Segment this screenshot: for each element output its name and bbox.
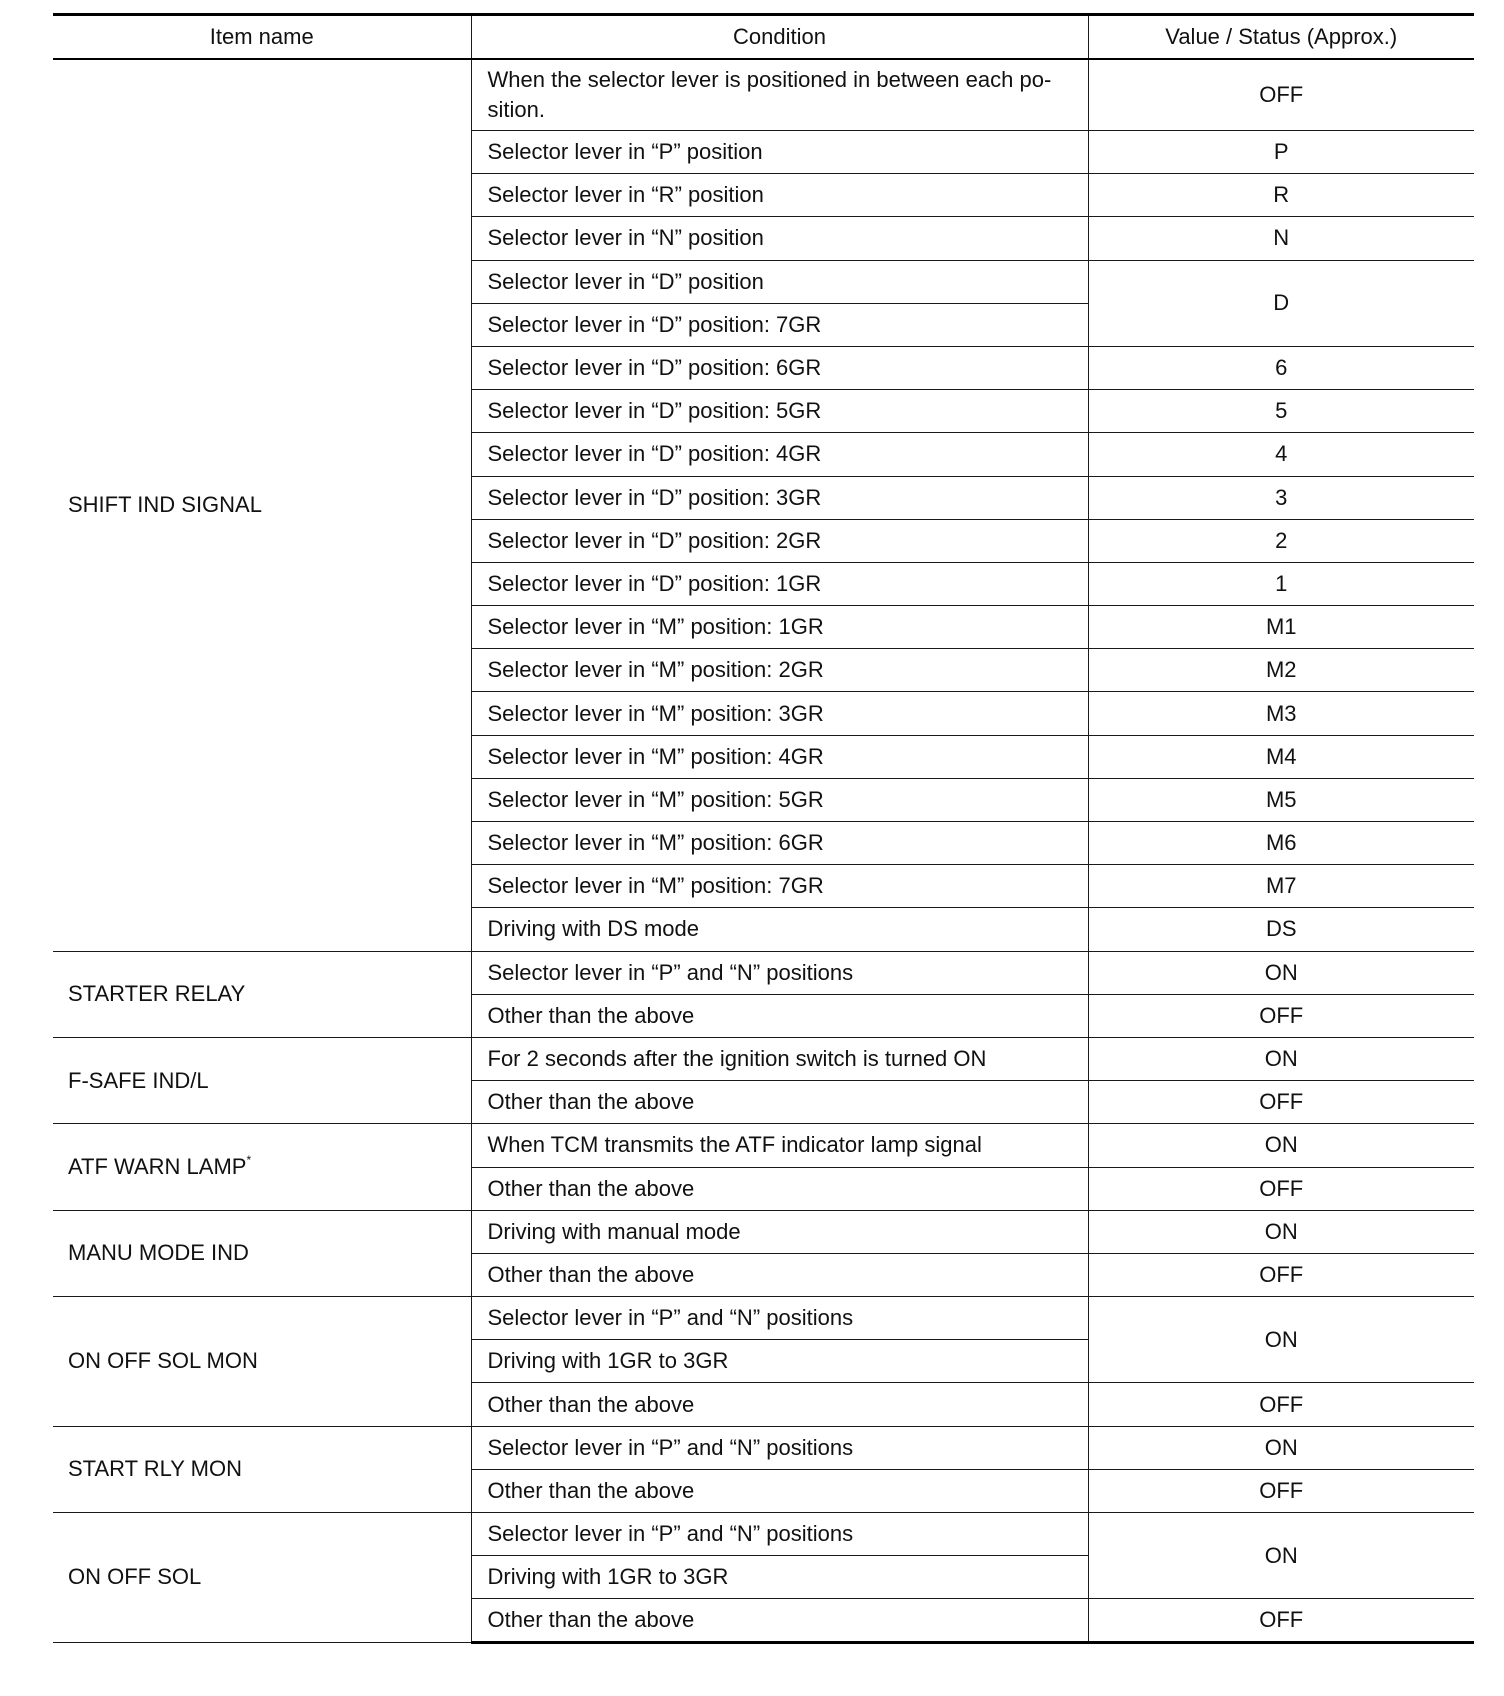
condition-cell: Other than the above: [471, 1469, 1088, 1512]
value-status-cell: M6: [1088, 822, 1474, 865]
item-name-label: STARTER RELAY: [68, 981, 246, 1007]
condition-cell: Selector lever in “D” position: 5GR: [471, 390, 1088, 433]
item-name-label: F-SAFE IND/L: [68, 1067, 209, 1093]
value-status-cell: D: [1088, 260, 1474, 346]
condition-cell: Selector lever in “P” and “N” positions: [471, 951, 1088, 994]
value-status-cell: ON: [1088, 1210, 1474, 1253]
item-name-on-off-sol-mon: [53, 1297, 471, 1427]
condition-cell: Selector lever in “M” position: 7GR: [471, 865, 1088, 908]
condition-cell: When TCM transmits the ATF indicator lamp signal: [471, 1124, 1088, 1167]
value-status-cell: 6: [1088, 346, 1474, 389]
value-status-cell: OFF: [1088, 994, 1474, 1037]
item-name-atf-warn-lamp: [53, 1124, 471, 1210]
value-status-cell: M7: [1088, 865, 1474, 908]
item-name-starter-relay: [53, 951, 471, 1037]
value-status-cell: ON: [1088, 1297, 1474, 1383]
condition-cell: Driving with 1GR to 3GR: [471, 1556, 1088, 1599]
header-condition: Condition: [471, 15, 1088, 59]
value-status-cell: DS: [1088, 908, 1474, 951]
value-status-cell: P: [1088, 131, 1474, 174]
table-row: [53, 1297, 1474, 1340]
condition-cell: Selector lever in “M” position: 1GR: [471, 606, 1088, 649]
item-name-label: START RLY MON: [68, 1456, 243, 1482]
condition-cell: For 2 seconds after the ignition switch is turned ON: [471, 1037, 1088, 1080]
condition-cell: Selector lever in “P” position: [471, 131, 1088, 174]
condition-cell: Other than the above: [471, 1383, 1088, 1426]
item-name-shift-ind-signal: [53, 59, 471, 952]
value-status-cell: OFF: [1088, 1469, 1474, 1512]
value-status-cell: M1: [1088, 606, 1474, 649]
condition-cell: Selector lever in “D” position: 6GR: [471, 346, 1088, 389]
value-status-cell: OFF: [1088, 59, 1474, 131]
value-status-cell: 1: [1088, 562, 1474, 605]
value-status-cell: OFF: [1088, 1599, 1474, 1642]
data-monitor-table-container: [53, 13, 1474, 1644]
condition-cell: Selector lever in “P” and “N” positions: [471, 1513, 1088, 1556]
value-status-cell: M4: [1088, 735, 1474, 778]
condition-cell: Selector lever in “M” position: 3GR: [471, 692, 1088, 735]
condition-cell: Selector lever in “M” position: 5GR: [471, 778, 1088, 821]
condition-cell: Other than the above: [471, 1167, 1088, 1210]
value-status-cell: ON: [1088, 1037, 1474, 1080]
header-item-name: Item name: [53, 15, 471, 59]
item-name-f-safe-ind-l: [53, 1037, 471, 1123]
value-status-cell: 2: [1088, 519, 1474, 562]
table-body: [53, 59, 1474, 1643]
table-row: [53, 1124, 1474, 1167]
table-row: [53, 1210, 1474, 1253]
condition-cell: Selector lever in “P” and “N” positions: [471, 1426, 1088, 1469]
item-name-on-off-sol: [53, 1513, 471, 1643]
table-row: [53, 1513, 1474, 1556]
item-name-label: SHIFT IND SIGNAL: [68, 492, 262, 518]
table-row: [53, 1426, 1474, 1469]
value-status-cell: M3: [1088, 692, 1474, 735]
condition-cell: Selector lever in “D” position: 1GR: [471, 562, 1088, 605]
value-status-cell: 4: [1088, 433, 1474, 476]
table-row: [53, 1037, 1474, 1080]
value-status-cell: ON: [1088, 1124, 1474, 1167]
condition-cell: Other than the above: [471, 1253, 1088, 1296]
condition-cell: Selector lever in “M” position: 4GR: [471, 735, 1088, 778]
value-status-cell: 5: [1088, 390, 1474, 433]
condition-cell: Selector lever in “R” position: [471, 174, 1088, 217]
condition-cell: Selector lever in “D” position: [471, 260, 1088, 303]
condition-cell: Selector lever in “D” position: 7GR: [471, 303, 1088, 346]
footnote-mark: *: [246, 1153, 252, 1167]
condition-cell: When the selector lever is positioned in between each po-sition.: [471, 59, 1088, 131]
value-status-cell: OFF: [1088, 1383, 1474, 1426]
value-status-cell: OFF: [1088, 1253, 1474, 1296]
item-name-label: ON OFF SOL MON: [68, 1348, 258, 1374]
condition-cell: Selector lever in “D” position: 2GR: [471, 519, 1088, 562]
condition-cell: Driving with manual mode: [471, 1210, 1088, 1253]
value-status-cell: ON: [1088, 1426, 1474, 1469]
value-status-cell: OFF: [1088, 1167, 1474, 1210]
data-monitor-table: [53, 13, 1474, 1644]
condition-cell: Other than the above: [471, 1599, 1088, 1642]
value-status-cell: M5: [1088, 778, 1474, 821]
condition-cell: Selector lever in “D” position: 3GR: [471, 476, 1088, 519]
condition-cell: Selector lever in “M” position: 6GR: [471, 822, 1088, 865]
value-status-cell: ON: [1088, 951, 1474, 994]
condition-cell: Driving with 1GR to 3GR: [471, 1340, 1088, 1383]
value-status-cell: OFF: [1088, 1081, 1474, 1124]
condition-cell: Selector lever in “N” position: [471, 217, 1088, 260]
item-name-start-rly-mon: [53, 1426, 471, 1512]
header-row: [53, 15, 1474, 59]
value-status-cell: R: [1088, 174, 1474, 217]
value-status-cell: ON: [1088, 1513, 1474, 1599]
item-name-label: ATF WARN LAMP: [68, 1154, 247, 1179]
value-status-cell: N: [1088, 217, 1474, 260]
condition-cell: Other than the above: [471, 1081, 1088, 1124]
value-status-cell: 3: [1088, 476, 1474, 519]
item-name-label: ON OFF SOL: [68, 1564, 202, 1590]
condition-cell: Selector lever in “M” position: 2GR: [471, 649, 1088, 692]
condition-cell: Selector lever in “P” and “N” positions: [471, 1297, 1088, 1340]
table-row: [53, 59, 1474, 131]
condition-cell: Selector lever in “D” position: 4GR: [471, 433, 1088, 476]
table-row: [53, 951, 1474, 994]
item-name-manu-mode-ind: [53, 1210, 471, 1296]
condition-cell: Other than the above: [471, 994, 1088, 1037]
header-value-status: Value / Status (Approx.): [1088, 15, 1474, 59]
item-name-label: MANU MODE IND: [68, 1240, 249, 1266]
value-status-cell: M2: [1088, 649, 1474, 692]
condition-cell: Driving with DS mode: [471, 908, 1088, 951]
